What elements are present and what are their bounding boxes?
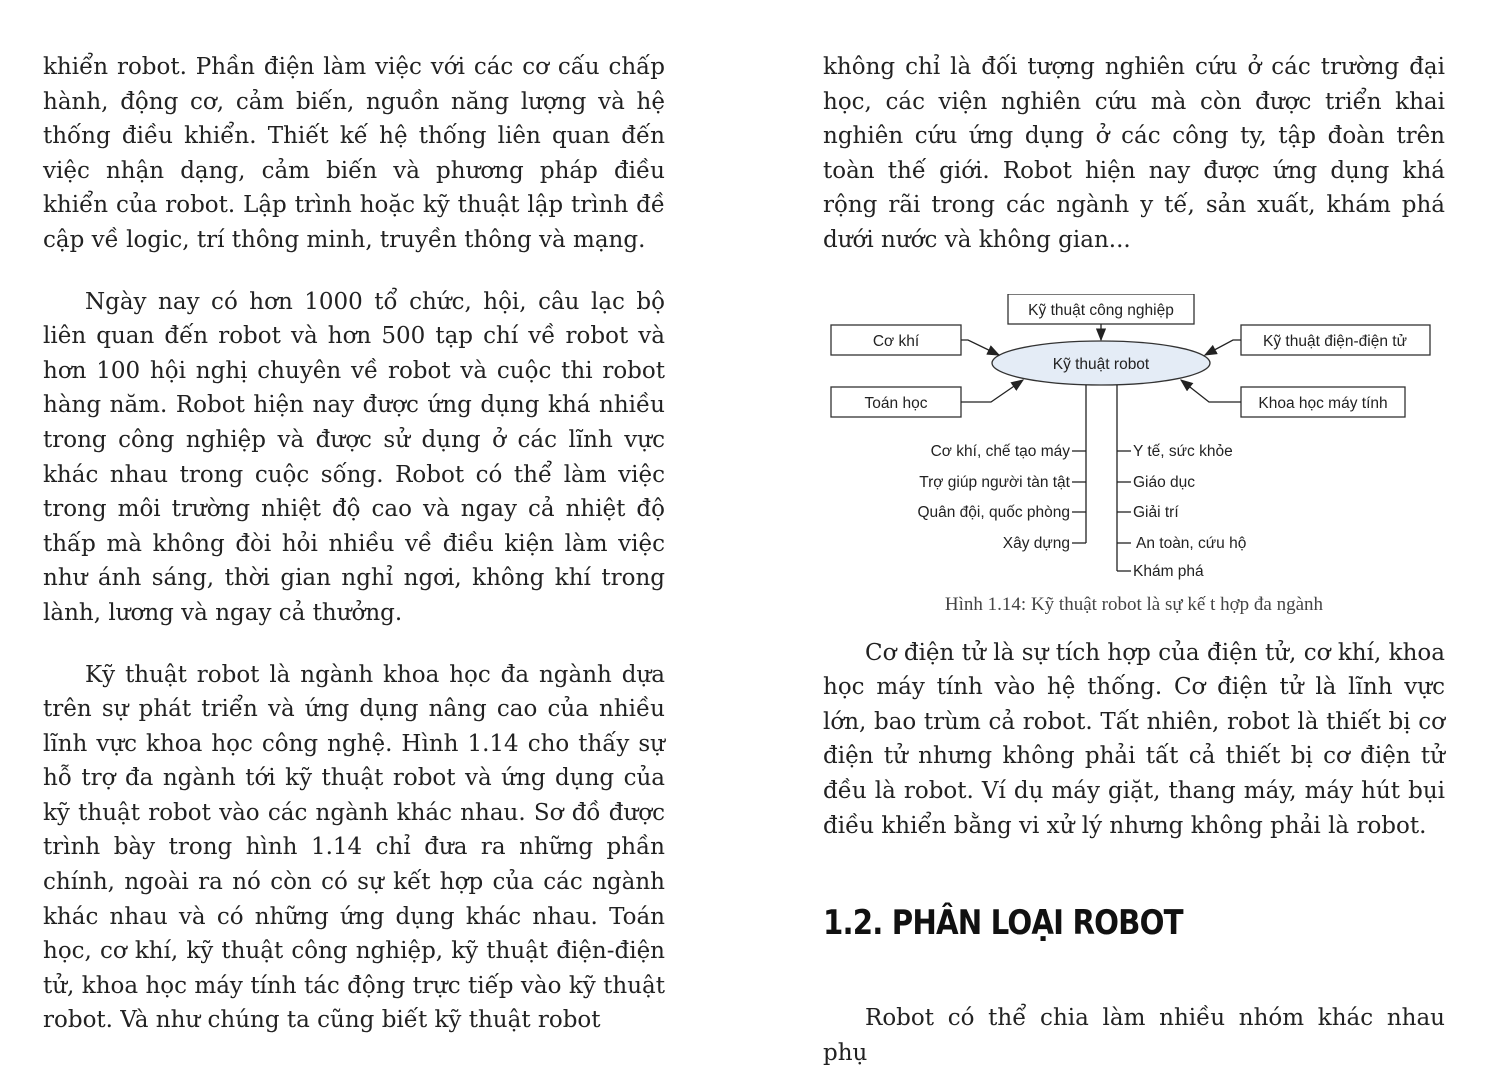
arrow-from-mathematics <box>961 380 1023 402</box>
figure-1-14 <box>823 294 1445 624</box>
arrow-from-electrical <box>1205 340 1241 355</box>
label-electrical: Kỹ thuật điện-điện tử <box>1263 332 1407 350</box>
right-paragraph-3: Robot có thể chia làm nhiều nhóm khác nhau phụ <box>823 1005 1445 1066</box>
app-right-3: Giải trí <box>1133 503 1179 521</box>
app-left-1: Cơ khí, chế tạo máy <box>930 442 1070 460</box>
left-paragraph-2: Ngày nay có hơn 1000 tổ chức, hội, câu lạc bộ liên quan đến robot và hơn 500 tạp chí về robot và hơn 100 hội nghị chuyên về robot và cuộc thi robot hàng năm. Robot hiện nay được ứng dụng khá nhiều trong công nghiệp và được sử dụng ở các lĩnh vực khác nhau trong cuộc sống. Robot có thể làm việc trong môi trường nhiệt độ cao và ngay cả nhiệt độ thấp mà không đòi hỏi nhiều về điều kiện làm việc như ánh sáng, thời gian nghỉ ngơi, không khí trong lành, lương và ngay cả thưởng. <box>43 288 665 626</box>
app-right-1: Y tế, sức khỏe <box>1133 442 1233 460</box>
label-computer-science: Khoa học máy tính <box>1258 394 1388 412</box>
app-right-5: Khám phá <box>1133 562 1204 580</box>
app-left-2: Trợ giúp người tàn tật <box>919 473 1070 491</box>
left-column <box>43 50 665 1038</box>
arrow-from-mechanical <box>961 340 999 355</box>
section-heading: 1.2. PHÂN LOẠI ROBOT <box>823 903 1183 944</box>
diagram <box>823 294 1445 594</box>
figure-caption: Hình 1.14: Kỹ thuật robot là sự kế t hợp đa ngành <box>944 593 1324 615</box>
label-robotics: Kỹ thuật robot <box>1052 355 1150 373</box>
app-left-3: Quân đội, quốc phòng <box>917 503 1070 521</box>
label-mechanical: Cơ khí <box>872 332 920 350</box>
app-left-4: Xây dựng <box>1002 534 1070 552</box>
right-column <box>823 50 1445 1070</box>
arrow-from-computer-science <box>1181 380 1241 402</box>
label-mathematics: Toán học <box>864 394 928 412</box>
label-industrial-engineering: Kỹ thuật công nghiệp <box>1028 301 1174 319</box>
right-paragraph-1: không chỉ là đối tượng nghiên cứu ở các trường đại học, các viện nghiên cứu mà còn được triển khai nghiên cứu ứng dụng ở các công ty, tập đoàn trên toàn thế giới. Robot hiện nay được ứng dụng khá rộng rãi trong các ngành y tế, sản xuất, khám phá dưới nước và không gian... <box>823 54 1445 253</box>
right-paragraph-2: Cơ điện tử là sự tích hợp của điện tử, cơ khí, khoa học máy tính vào hệ thống. Cơ điện tử là lĩnh vực lớn, bao trùm cả robot. Tất nhiên, robot là thiết bị cơ điện tử nhưng không phải tất cả thiết bị cơ điện tử đều là robot. Ví dụ máy giặt, thang máy, máy hút bụi điều khiển bằng vi xử lý nhưng không phải là robot. <box>823 639 1445 839</box>
left-paragraph-1: khiển robot. Phần điện làm việc với các cơ cấu chấp hành, động cơ, cảm biến, nguồn năng lượng và hệ thống điều khiển. Thiết kế hệ thống liên quan đến việc nhận dạng, cảm biến và phương pháp điều khiển của robot. Lập trình hoặc kỹ thuật lập trình đề cập về logic, trí thông minh, truyền thông và mạng. <box>43 54 665 253</box>
app-right-4: An toàn, cứu hộ <box>1136 534 1247 552</box>
app-right-2: Giáo dục <box>1133 473 1196 491</box>
left-paragraph-3: Kỹ thuật robot là ngành khoa học đa ngành dựa trên sự phát triển và ứng dụng nâng cao của nhiều lĩnh vực khoa học công nghệ. Hình 1.14 cho thấy sự hỗ trợ đa ngành tới kỹ thuật robot và ứng dụng của kỹ thuật robot vào các ngành khác nhau. Sơ đồ được trình bày trong hình 1.14 chỉ đưa ra những phần chính, ngoài ra nó còn có sự kết hợp của các ngành khác nhau và có những ứng dụng khác nhau. Toán học, cơ khí, kỹ thuật công nghiệp, kỹ thuật điện-điện tử, khoa học máy tính tác động trực tiếp vào kỹ thuật robot. Và như chúng ta cũng biết kỹ thuật robot <box>43 661 665 1034</box>
